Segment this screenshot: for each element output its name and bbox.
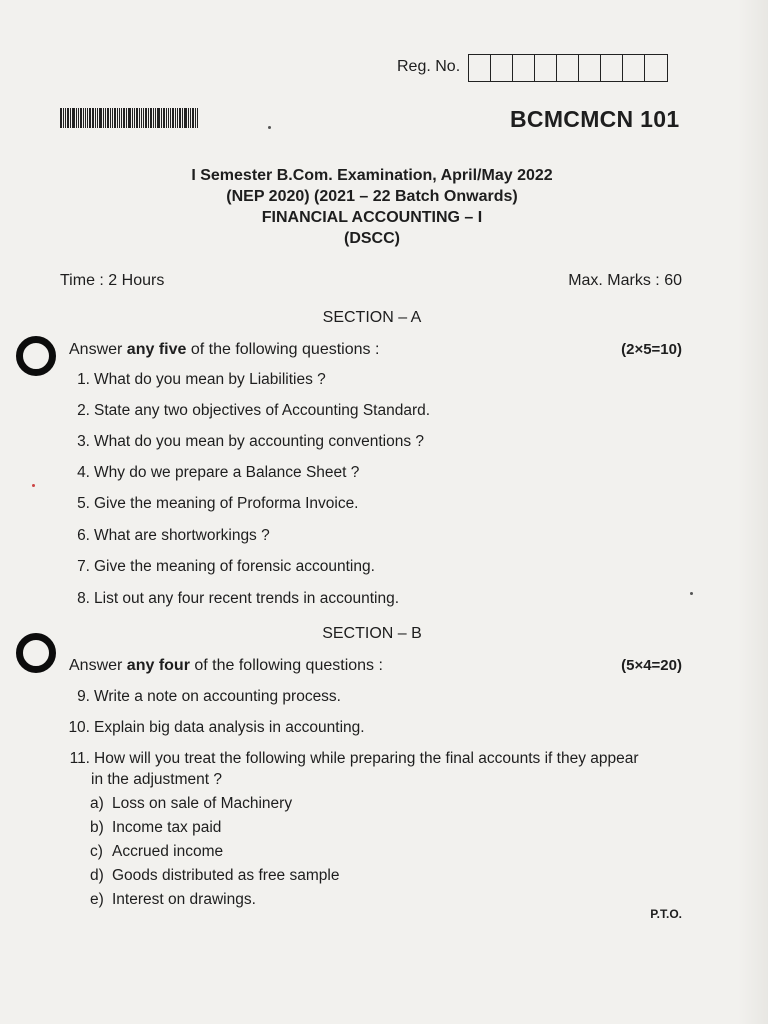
barcode-bar — [126, 108, 127, 128]
reg-no-box — [535, 55, 557, 81]
barcode-bar — [63, 108, 64, 128]
barcode-bar — [114, 108, 116, 128]
question-4: 4. Why do we prepare a Balance Sheet ? — [77, 464, 360, 481]
question-5: 5. Give the meaning of Proforma Invoice. — [77, 495, 359, 512]
barcode-bar — [121, 108, 122, 128]
barcode-bar — [157, 108, 160, 128]
question-3: 3. What do you mean by accounting conventions ? — [77, 433, 425, 450]
barcode-bar — [83, 108, 84, 128]
question-9: 9. Write a note on accounting process. — [77, 688, 341, 705]
barcode-bar — [172, 108, 174, 128]
barcode-bar — [76, 108, 77, 128]
punch-hole — [16, 336, 56, 376]
barcode-bar — [182, 108, 183, 128]
scan-speck — [690, 592, 693, 595]
barcode-bar — [128, 108, 131, 128]
barcode-bar — [134, 108, 135, 128]
question-11-continued: in the adjustment ? — [91, 771, 222, 788]
reg-no-box — [601, 55, 623, 81]
barcode-bar — [136, 108, 138, 128]
sub-item-c: c) Accrued income — [90, 843, 224, 860]
question-1: 1. What do you mean by Liabilities ? — [77, 371, 326, 388]
barcode-bar — [166, 108, 167, 128]
sub-item-d: d) Goods distributed as free sample — [90, 867, 340, 884]
subject-type: (DSCC) — [344, 230, 400, 247]
reg-no-label: Reg. No. — [397, 58, 461, 75]
section-b-instruction: Answer any four of the following questions : — [69, 657, 383, 674]
scan-speck — [268, 126, 271, 129]
sub-item-b: b) Income tax paid — [90, 819, 222, 836]
sub-item-a: a) Loss on sale of Machinery — [90, 795, 293, 812]
barcode-bar — [119, 108, 120, 128]
scan-speck — [32, 484, 35, 487]
barcode-bar — [123, 108, 125, 128]
barcode-bar — [85, 108, 86, 128]
barcode-bar — [177, 108, 178, 128]
scan-edge-shadow — [738, 0, 768, 1024]
barcode-bar — [70, 108, 71, 128]
barcode-bar — [163, 108, 165, 128]
barcode-bar — [184, 108, 187, 128]
question-8: 8. List out any four recent trends in accounting. — [77, 590, 400, 607]
barcode-bar — [155, 108, 156, 128]
barcode-bar — [143, 108, 144, 128]
barcode-bar — [145, 108, 147, 128]
reg-no-box — [513, 55, 535, 81]
barcode-bar — [150, 108, 152, 128]
pto-label: P.T.O. — [650, 907, 682, 921]
barcode-bar — [72, 108, 75, 128]
exam-title: I Semester B.Com. Examination, April/May 2022 — [191, 167, 553, 184]
reg-no-box — [491, 55, 513, 81]
barcode-bar — [65, 108, 66, 128]
barcode-bar — [110, 108, 111, 128]
barcode-bar — [179, 108, 181, 128]
barcode-bar — [170, 108, 171, 128]
barcode-bar — [99, 108, 102, 128]
reg-no-boxes — [468, 54, 668, 82]
question-10: 10. Explain big data analysis in accounting. — [68, 719, 365, 736]
max-marks-label: Max. Marks : 60 — [568, 272, 682, 289]
barcode-bar — [107, 108, 109, 128]
barcode-bar — [92, 108, 94, 128]
reg-no-box — [469, 55, 491, 81]
barcode-bar — [97, 108, 98, 128]
barcode-bar — [192, 108, 194, 128]
barcode-bar — [95, 108, 96, 128]
section-b-marks: (5×4=20) — [621, 657, 682, 674]
time-label: Time : 2 Hours — [60, 272, 165, 289]
subject-title: FINANCIAL ACCOUNTING – I — [261, 209, 483, 226]
question-6: 6. What are shortworkings ? — [77, 527, 270, 544]
paper-code: BCMCMCN 101 — [510, 106, 680, 132]
punch-hole — [16, 633, 56, 673]
barcode-bar — [190, 108, 191, 128]
barcode-bar — [148, 108, 149, 128]
barcode-bar — [168, 108, 169, 128]
sub-item-e: e) Interest on drawings. — [90, 891, 256, 908]
barcode-bar — [197, 108, 198, 128]
barcode-bar — [87, 108, 88, 128]
barcode-bar — [117, 108, 118, 128]
question-11: 11. How will you treat the following while preparing the final accounts if they appear — [69, 750, 639, 767]
reg-no-box — [623, 55, 645, 81]
barcode-bar — [153, 108, 154, 128]
reg-no-box — [557, 55, 579, 81]
section-a-instruction: Answer any five of the following questions : — [69, 341, 380, 358]
section-b-title: SECTION – B — [322, 625, 422, 642]
barcode-bar — [188, 108, 189, 128]
barcode-bar — [67, 108, 69, 128]
barcode-bar — [103, 108, 104, 128]
barcode-bar — [60, 108, 62, 128]
barcode-bar — [89, 108, 91, 128]
reg-no-box — [579, 55, 601, 81]
barcode-bar — [105, 108, 106, 128]
section-a-title: SECTION – A — [322, 309, 422, 326]
barcode-bar — [139, 108, 140, 128]
barcode-bar — [161, 108, 162, 128]
barcode-bar — [132, 108, 133, 128]
section-a-marks: (2×5=10) — [621, 341, 682, 358]
question-2: 2. State any two objectives of Accounting Standard. — [77, 402, 431, 419]
barcode-bar — [195, 108, 196, 128]
barcode-bar — [78, 108, 79, 128]
barcode — [60, 108, 232, 128]
question-7: 7. Give the meaning of forensic accounting. — [77, 558, 375, 575]
barcode-bar — [112, 108, 113, 128]
reg-no-box — [645, 55, 667, 81]
barcode-bar — [175, 108, 176, 128]
exam-batch: (NEP 2020) (2021 – 22 Batch Onwards) — [226, 188, 518, 205]
barcode-bar — [80, 108, 82, 128]
barcode-bar — [141, 108, 142, 128]
